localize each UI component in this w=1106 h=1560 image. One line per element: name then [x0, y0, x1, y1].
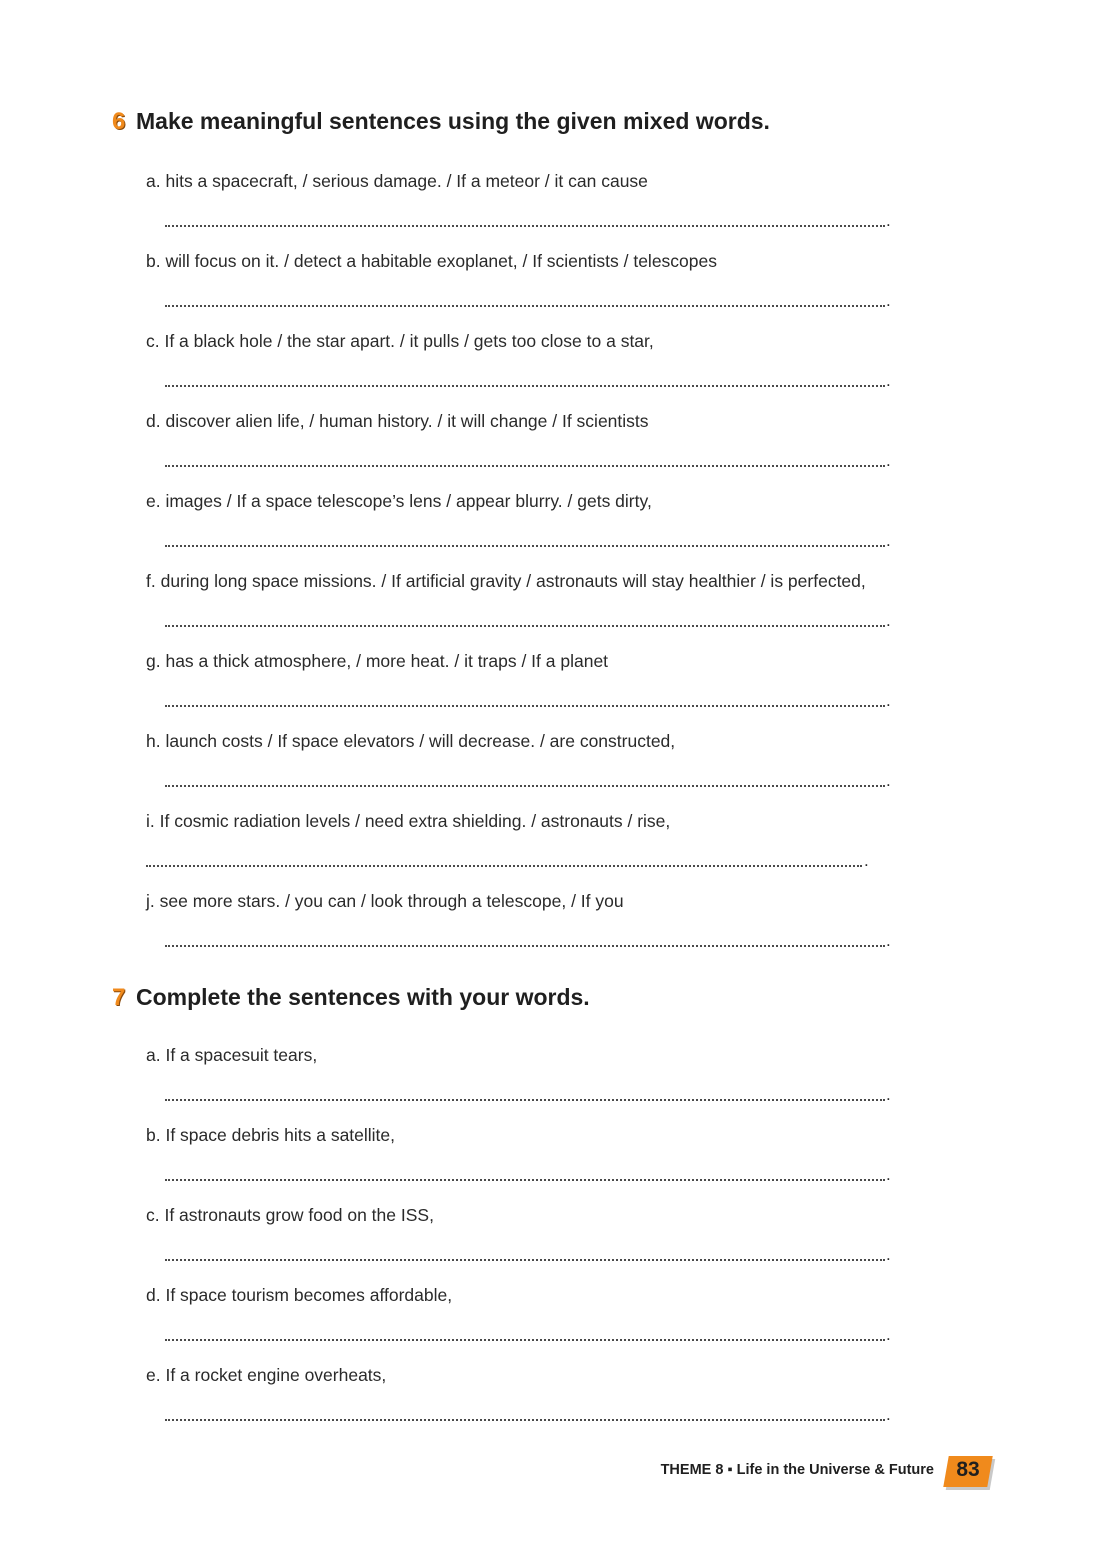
line-period: .	[886, 531, 891, 550]
answer-line-6j[interactable]	[165, 945, 885, 947]
prompt-6j: j. see more stars. / you can / look through a telescope, / If you	[146, 891, 624, 911]
answer-line-6c[interactable]	[165, 385, 885, 387]
prompt-6i: i. If cosmic radiation levels / need extra shielding. / astronauts / rise,	[146, 811, 671, 831]
exercise-7-header	[112, 984, 590, 1012]
line-period: .	[886, 611, 891, 630]
answer-line-6h[interactable]	[165, 785, 885, 787]
line-period: .	[886, 371, 891, 390]
page-number: 83	[956, 1458, 980, 1481]
line-period: .	[886, 451, 891, 470]
line-period: .	[864, 851, 869, 870]
line-period: .	[886, 1085, 891, 1104]
line-period: .	[886, 291, 891, 310]
answer-line-7d[interactable]	[165, 1339, 885, 1341]
prompt-7d: d. If space tourism becomes affordable,	[146, 1285, 453, 1305]
line-period: .	[886, 931, 891, 950]
line-period: .	[886, 1245, 891, 1264]
prompt-7b: b. If space debris hits a satellite,	[146, 1125, 396, 1145]
exercise-title: Make meaningful sentences using the given mixed words.	[136, 108, 770, 134]
answer-line-6i[interactable]	[146, 865, 862, 867]
line-period: .	[886, 211, 891, 230]
answer-line-6g[interactable]	[165, 705, 885, 707]
footer-theme-label: THEME 8 ▪ Life in the Universe & Future	[660, 1462, 934, 1478]
prompt-7e: e. If a rocket engine overheats,	[146, 1365, 387, 1385]
line-period: .	[886, 691, 891, 710]
answer-line-6e[interactable]	[165, 545, 885, 547]
prompt-7a: a. If a spacesuit tears,	[146, 1045, 318, 1065]
exercise-title: Complete the sentences with your words.	[136, 984, 590, 1010]
prompt-6f: f. during long space missions. / If artificial gravity / astronauts will stay healthier / is perfected,	[146, 571, 866, 591]
prompt-6h: h. launch costs / If space elevators / will decrease. / are constructed,	[146, 731, 676, 751]
line-period: .	[886, 1405, 891, 1424]
exercise-number: 7	[112, 984, 126, 1011]
line-period: .	[886, 771, 891, 790]
prompt-6d: d. discover alien life, / human history. / it will change / If scientists	[146, 411, 649, 431]
prompt-7c: c. If astronauts grow food on the ISS,	[146, 1205, 434, 1225]
answer-line-6d[interactable]	[165, 465, 885, 467]
answer-line-6b[interactable]	[165, 305, 885, 307]
answer-line-6a[interactable]	[165, 225, 885, 227]
prompt-6g: g. has a thick atmosphere, / more heat. / it traps / If a planet	[146, 651, 609, 671]
line-period: .	[886, 1165, 891, 1184]
answer-line-7b[interactable]	[165, 1179, 885, 1181]
prompt-6c: c. If a black hole / the star apart. / it pulls / gets too close to a star,	[146, 331, 654, 351]
prompt-6b: b. will focus on it. / detect a habitable exoplanet, / If scientists / telescopes	[146, 251, 718, 271]
exercise-6-header	[112, 108, 770, 136]
prompt-6e: e. images / If a space telescope’s lens / appear blurry. / gets dirty,	[146, 491, 652, 511]
prompt-6a: a. hits a spacecraft, / serious damage. / If a meteor / it can cause	[146, 171, 648, 191]
exercise-number: 6	[112, 108, 126, 135]
answer-line-7e[interactable]	[165, 1419, 885, 1421]
answer-line-7c[interactable]	[165, 1259, 885, 1261]
answer-line-6f[interactable]	[165, 625, 885, 627]
line-period: .	[886, 1325, 891, 1344]
answer-line-7a[interactable]	[165, 1099, 885, 1101]
